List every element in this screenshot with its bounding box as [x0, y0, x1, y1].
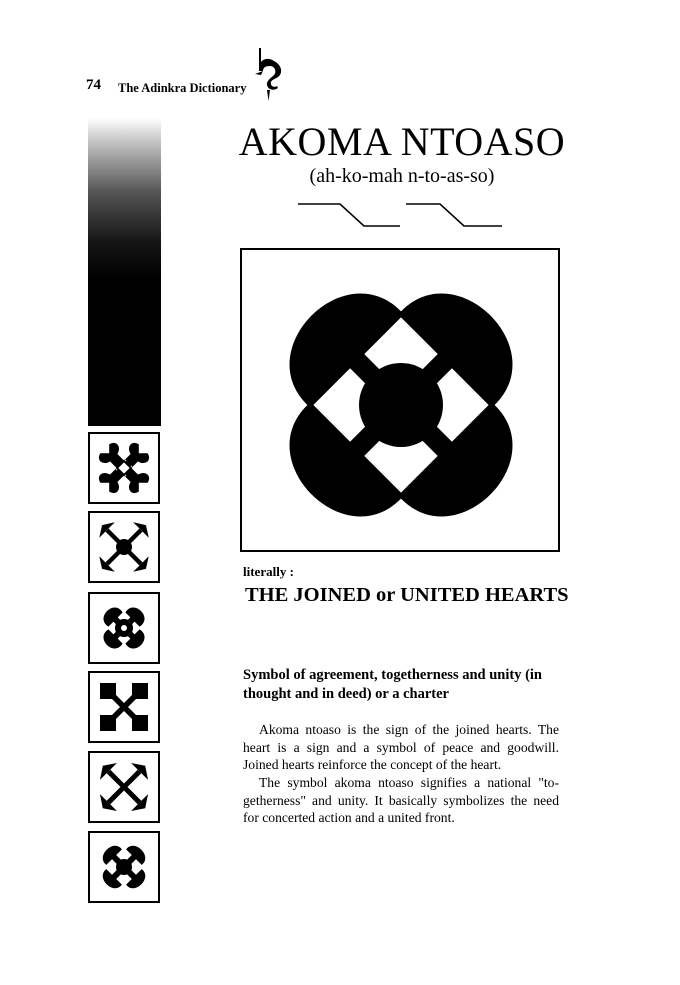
sankofa-bird-icon	[250, 44, 290, 104]
thumbnail-variant-3	[88, 592, 160, 664]
thumbnail-variant-5	[88, 751, 160, 823]
akoma-ntoaso-variant-1-icon	[94, 438, 154, 498]
running-header-title: The Adinkra Dictionary	[118, 81, 247, 95]
tone-marks	[296, 198, 506, 230]
page-number: 74	[86, 77, 101, 93]
symbol-subtitle: Symbol of agreement, togetherness and unity (in thought and in deed) or a charter	[243, 667, 542, 702]
side-gradient-bar	[88, 118, 161, 426]
symbol-frame	[240, 248, 560, 552]
akoma-ntoaso-variant-3-icon	[94, 598, 154, 658]
akoma-ntoaso-variant-6-icon	[94, 837, 154, 897]
literal-meaning: THE JOINED or UNITED HEARTS	[245, 584, 569, 606]
description-paragraph: Akoma ntoaso is the sign of the joined hearts. The heart is a sign and a symbol of peace and goodwill. Joined hearts reinforce the concept of the heart.	[243, 722, 559, 772]
pronunciation: (ah-ko-mah n-to-as-so)	[309, 165, 495, 187]
thumbnail-variant-4	[88, 671, 160, 743]
akoma-ntoaso-symbol	[250, 258, 550, 544]
thumbnail-variant-1	[88, 432, 160, 504]
thumbnail-variant-6	[88, 831, 160, 903]
akoma-ntoaso-variant-2-icon	[94, 517, 154, 577]
literal-label: literally :	[243, 564, 294, 579]
description-paragraph: The symbol akoma ntoaso signifies a national "to-getherness" and unity. It basically symbolizes the need for concerted action and a united front.	[243, 775, 559, 825]
akoma-ntoaso-variant-5-icon	[94, 757, 154, 817]
entry-title: AKOMA NTOASO	[238, 119, 566, 164]
akoma-ntoaso-variant-4-icon	[94, 677, 154, 737]
thumbnail-variant-2	[88, 511, 160, 583]
